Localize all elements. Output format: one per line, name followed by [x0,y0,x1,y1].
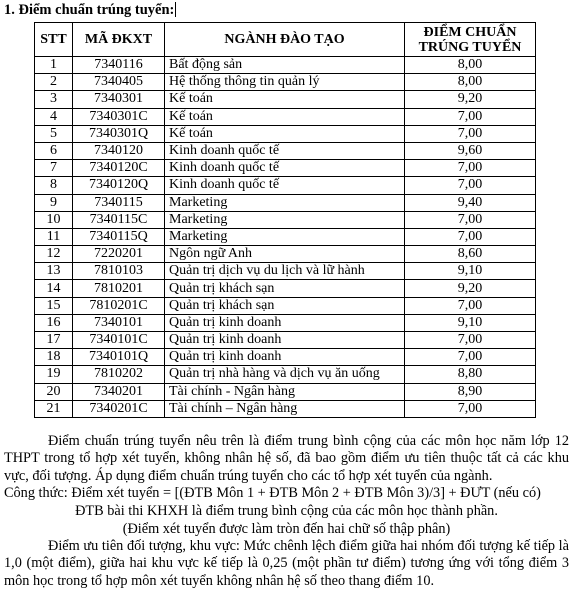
cell-score: 8,00 [405,74,536,91]
cell-score: 7,00 [405,108,536,125]
cell-stt: 9 [35,194,73,211]
cell-major: Quản trị khách sạn [165,280,405,297]
table-row [35,349,536,366]
cell-code: 7340201C [73,400,165,417]
cell-major: Quản trị nhà hàng và dịch vụ ăn uống [165,366,405,383]
table-row [35,314,536,331]
cell-major: Kế toán [165,125,405,142]
cell-major: Tài chính - Ngân hàng [165,383,405,400]
cell-major: Quản trị kinh doanh [165,349,405,366]
cell-stt: 15 [35,297,73,314]
cell-code: 7340115C [73,211,165,228]
table-row [35,366,536,383]
table-row [35,211,536,228]
table-row [35,400,536,417]
cell-score: 7,00 [405,211,536,228]
note-paragraph-priority: Điểm ưu tiên đối tượng, khu vực: Mức chênh lệch điểm giữa hai nhóm đối tượng kế tiếp là 1,0 (một điểm), giữa hai khu vực kế tiếp là 0,25 (một phần tư điểm) tương ứng với tổng điểm 3 môn học trong tổ hợp môn xét tuyển không nhân hệ số theo thang điểm 10. [4,538,569,589]
cell-stt: 6 [35,142,73,159]
cell-score: 7,00 [405,400,536,417]
table-row [35,332,536,349]
cell-score: 8,00 [405,57,536,74]
table-row [35,74,536,91]
cell-score: 7,00 [405,125,536,142]
formula-line: Công thức: Điểm xét tuyển = [(ĐTB Môn 1 + ĐTB Môn 2 + ĐTB Môn 3)/3] + ĐƯT (nếu có) [4,485,541,501]
table-row [35,125,536,142]
cell-code: 7340101 [73,314,165,331]
table-row [35,383,536,400]
cell-major: Marketing [165,228,405,245]
table-row [35,177,536,194]
section-heading [4,2,176,19]
cell-score: 8,90 [405,383,536,400]
cell-code: 7810202 [73,366,165,383]
cell-code: 7340120 [73,142,165,159]
cell-stt: 14 [35,280,73,297]
cell-stt: 5 [35,125,73,142]
cell-major: Tài chính – Ngân hàng [165,400,405,417]
note-paragraph-average: Điểm chuẩn trúng tuyển nêu trên là điểm trung bình cộng của các môn học năm lớp 12 THPT trong tổ hợp xét tuyển, không nhân hệ số, đã bao gồm điểm ưu tiên thuộc tất cả các khu vực, đối tượng. Áp dụng điểm chuẩn trúng tuyển cho các tổ hợp xét tuyển của ngành. [4,433,569,484]
cell-code: 7340116 [73,57,165,74]
cell-major: Kinh doanh quốc tế [165,160,405,177]
header-major: NGÀNH ĐÀO TẠO [165,23,405,57]
table-row [35,160,536,177]
cell-code: 7340120C [73,160,165,177]
cell-score: 9,60 [405,142,536,159]
cell-stt: 13 [35,263,73,280]
cell-code: 7340115 [73,194,165,211]
table-row [35,57,536,74]
table-row [35,228,536,245]
cell-major: Quản trị khách sạn [165,297,405,314]
cell-score: 9,10 [405,263,536,280]
cell-stt: 10 [35,211,73,228]
cell-score: 9,40 [405,194,536,211]
table-row [35,91,536,108]
table-row [35,108,536,125]
header-stt: STT [35,23,73,57]
cell-score: 8,60 [405,246,536,263]
table-row [35,246,536,263]
cell-code: 7810201 [73,280,165,297]
cell-stt: 4 [35,108,73,125]
cell-stt: 12 [35,246,73,263]
cell-stt: 20 [35,383,73,400]
cell-stt: 7 [35,160,73,177]
cell-stt: 1 [35,57,73,74]
cell-score: 7,00 [405,349,536,366]
cell-major: Kế toán [165,108,405,125]
cell-stt: 21 [35,400,73,417]
table-body [35,57,536,418]
cell-stt: 8 [35,177,73,194]
cell-code: 7340301Q [73,125,165,142]
cell-stt: 2 [35,74,73,91]
cell-code: 7340301C [73,108,165,125]
cell-code: 7340120Q [73,177,165,194]
cell-major: Marketing [165,211,405,228]
cell-major: Quản trị dịch vụ du lịch và lữ hành [165,263,405,280]
cell-code: 7340115Q [73,228,165,245]
table-header-row [35,23,536,57]
header-score-line2: TRÚNG TUYỂN [418,39,522,55]
cell-code: 7810201C [73,297,165,314]
cell-major: Marketing [165,194,405,211]
cell-code: 7340101Q [73,349,165,366]
table-row [35,280,536,297]
admission-score-table [34,22,536,418]
table-row [35,297,536,314]
cell-major: Quản trị kinh doanh [165,332,405,349]
cell-score: 7,00 [405,297,536,314]
cell-code: 7340405 [73,74,165,91]
cell-major: Bất động sản [165,57,405,74]
cell-stt: 19 [35,366,73,383]
cell-score: 7,00 [405,160,536,177]
cell-major: Quản trị kinh doanh [165,314,405,331]
cell-code: 7340101C [73,332,165,349]
cell-score: 7,00 [405,332,536,349]
text-cursor [175,2,176,17]
cell-score: 9,10 [405,314,536,331]
cell-stt: 17 [35,332,73,349]
cell-code: 7340201 [73,383,165,400]
header-score [405,23,536,57]
cell-major: Kinh doanh quốc tế [165,142,405,159]
cell-score: 9,20 [405,280,536,297]
header-code: MÃ ĐKXT [73,23,165,57]
cell-score: 7,00 [405,177,536,194]
cell-stt: 18 [35,349,73,366]
table-row [35,194,536,211]
cell-stt: 16 [35,314,73,331]
cell-stt: 3 [35,91,73,108]
cell-score: 9,20 [405,91,536,108]
cell-major: Kinh doanh quốc tế [165,177,405,194]
khxh-note: ĐTB bài thi KHXH là điểm trung bình cộng của các môn học thành phần. [75,503,498,519]
cell-score: 7,00 [405,228,536,245]
table-row [35,142,536,159]
heading-text: 1. Điểm chuẩn trúng tuyển: [4,2,175,18]
cell-code: 7810103 [73,263,165,280]
header-score-line1: ĐIỂM CHUẨN [423,24,517,40]
cell-major: Kế toán [165,91,405,108]
cell-major: Ngôn ngữ Anh [165,246,405,263]
rounding-note: (Điểm xét tuyển được làm tròn đến hai chữ số thập phân) [122,521,451,537]
cell-major: Hệ thống thông tin quản lý [165,74,405,91]
cell-score: 8,80 [405,366,536,383]
table-row [35,263,536,280]
cell-code: 7340301 [73,91,165,108]
cell-code: 7220201 [73,246,165,263]
cell-stt: 11 [35,228,73,245]
